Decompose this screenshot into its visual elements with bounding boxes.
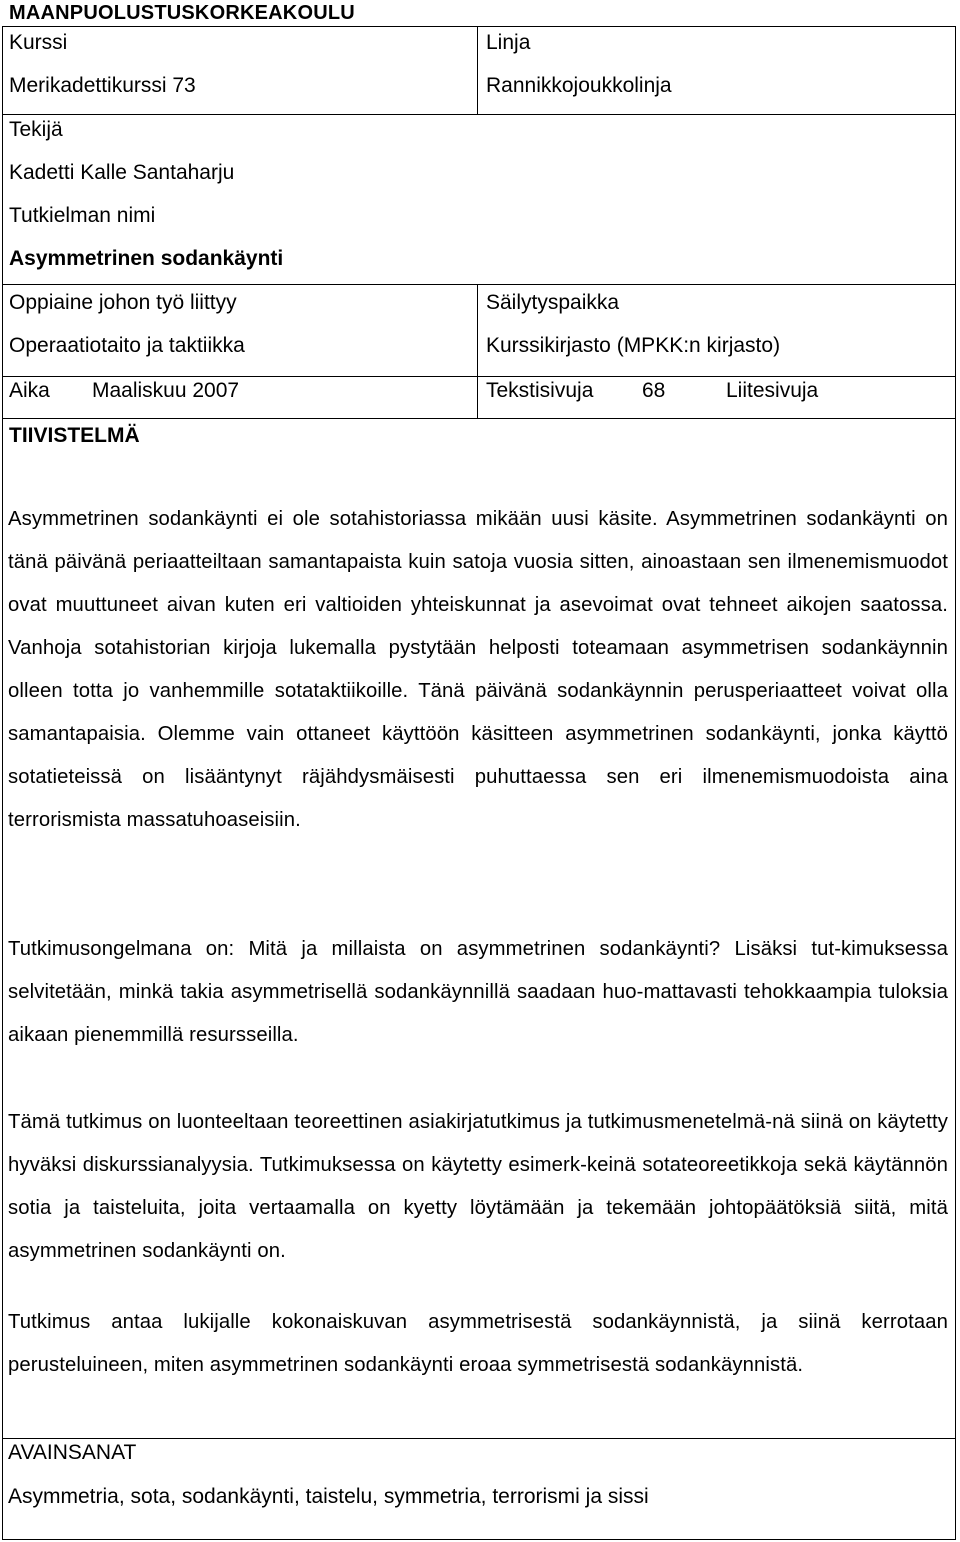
time-label: Aika	[9, 379, 50, 402]
divider-time	[3, 418, 955, 419]
thesis-title-label: Tutkielman nimi	[9, 204, 156, 227]
storage-label: Säilytyspaikka	[486, 291, 620, 314]
thesis-title-value: Asymmetrinen sodankäynti	[9, 247, 284, 270]
subject-value: Operaatiotaito ja taktiikka	[9, 334, 245, 357]
divider-abstract	[3, 1438, 955, 1439]
divider-subject	[3, 376, 955, 377]
keywords-heading: AVAINSANAT	[8, 1441, 137, 1464]
text-pages-label: Tekstisivuja	[486, 379, 594, 402]
abstract-paragraph-3: Tämä tutkimus on luonteeltaan teoreettinen asiakirjatutkimus ja tutkimusmenetelmä-nä siinä on käytetty hyväksi diskurssianalyysia. Tutkimuksessa on käytetty esimerk-keinä sotateoreetikkoja sekä käytännön sotia ja taisteluita, joita vertaamalla on kyetty löytämään ja tekemään johtopäätöksiä siitä, mitä asymmetrinen sodankäynti on.	[8, 1111, 948, 1262]
line-value: Rannikkojoukkolinja	[486, 74, 672, 97]
appendix-pages-label: Liitesivuja	[726, 379, 819, 402]
divider-course	[3, 114, 955, 115]
abstract-heading: TIIVISTELMÄ	[9, 424, 140, 447]
course-value: Merikadettikurssi 73	[9, 74, 196, 97]
keywords-value: Asymmetria, sota, sodankäynti, taistelu, symmetria, terrorismi ja sissi	[8, 1485, 649, 1508]
column-divider-middle	[477, 284, 478, 418]
author-label: Tekijä	[9, 118, 63, 141]
abstract-paragraph-2: Tutkimusongelmana on: Mitä ja millaista on asymmetrinen sodankäynti? Lisäksi tut-kimuksessa selvitetään, minkä takia asymmetrisellä sodankäynnillä saadaan huo-mattavasti tehokkaampia tuloksia aikaan pienemmillä resursseilla.	[8, 938, 948, 1046]
column-divider-top	[477, 27, 478, 114]
text-pages-value: 68	[642, 379, 666, 402]
course-label: Kurssi	[9, 31, 68, 54]
time-value: Maaliskuu 2007	[92, 379, 240, 402]
institution-title: MAANPUOLUSTUSKORKEAKOULU	[9, 2, 355, 24]
author-value: Kadetti Kalle Santaharju	[9, 161, 235, 184]
line-label: Linja	[486, 31, 531, 54]
divider-title	[3, 284, 955, 285]
storage-value: Kurssikirjasto (MPKK:n kirjasto)	[486, 334, 781, 357]
subject-label: Oppiaine johon työ liittyy	[9, 291, 237, 314]
abstract-paragraph-4: Tutkimus antaa lukijalle kokonaiskuvan asymmetrisestä sodankäynnistä, ja siinä kerrotaan perusteluineen, miten asymmetrinen sodankäynti eroaa symmetrisestä sodankäynnistä.	[8, 1311, 948, 1376]
abstract-paragraph-1: Asymmetrinen sodankäynti ei ole sotahistoriassa mikään uusi käsite. Asymmetrinen sodankäynti on tänä päivänä periaatteiltaan samantapaista kuin satoja vuosia sitten, ainoastaan sen ilmenemismuodot ovat muuttuneet aivan kuten eri valtioiden yhteiskunnat ja asevoimat ovat tehneet aikojen saatossa. Vanhoja sotahistorian kirjoja lukemalla pystytään helposti toteamaan asymmetrisen sodankäynnin olleen totta jo vanhemmille sotataktiikoille. Tänä päivänä sodankäynnin perusperiaatteet voivat olla samantapaisia. Olemme vain ottaneet käyttöön käsitteen asymmetrinen sodankäynti, jonka käyttö sotatieteissä on lisääntynyt räjähdysmäisesti puhuttaessa sen eri ilmenemismuodoista aina terrorismista massatuhoaseisiin.	[8, 508, 948, 831]
